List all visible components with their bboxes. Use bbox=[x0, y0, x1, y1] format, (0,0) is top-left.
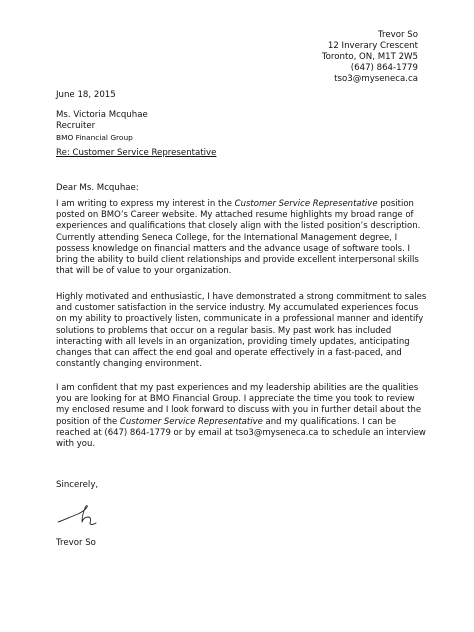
recipient-title: Recruiter bbox=[56, 121, 96, 131]
signature-name: Trevor So bbox=[56, 538, 96, 548]
salutation: Dear Ms. Mcquhae: bbox=[56, 183, 139, 193]
p3-text-c: and my qualifications. I can be reached at (647) 864-1779 or by email at tso3@myseneca.ca to schedule an interview with you. bbox=[56, 416, 426, 450]
letter-date: June 18, 2015 bbox=[56, 90, 116, 100]
p3-text-a: I am confident that my past experiences and my leadership abilities are the qualities you are looking for at BMO Financial Group. I appreciate the time you took to review my enclosed resume and I look forward to discuss with you in further detail about the position of the bbox=[56, 383, 422, 427]
sender-email: tso3@myseneca.ca bbox=[334, 74, 418, 84]
sender-street: 12 Inverary Crescent bbox=[327, 41, 418, 51]
subject-line: Re: Customer Service Representative bbox=[56, 148, 217, 158]
p2-text: Highly motivated and enthusiastic, I have demonstrated a strong commitment to sales and customer satisfaction in the service industry. My accumulated experiences focus on my ability to proactively listen, communicate in a professional manner and identify solutions to problems that occur on a regular basis. My past work has included interacting with all levels in an organization, providing timely updates, anticipating changes that can affect the end goal and operate effectively in a fast-paced, and constantly changing environment. bbox=[56, 292, 427, 370]
p1-text-c: position posted on BMO’s Career website. My attached resume highlights my broad range of experiences and qualifications that closely align with the listed position’s description. Currently attending Seneca College, for the International Management degree, I possess knowledge on financial matters and the advance usage of software tools. I bring the ability to build client relationships and provide excellent interpersonal skills that will be of value to your organization. bbox=[56, 199, 421, 277]
sender-phone: (647) 864-1779 bbox=[350, 63, 418, 73]
body-paragraph-3 bbox=[56, 383, 428, 450]
recipient-company: BMO Financial Group bbox=[56, 133, 133, 142]
sender-city: Toronto, ON, M1T 2W5 bbox=[321, 52, 418, 62]
p1-position-title: Customer Service Representative bbox=[234, 199, 378, 209]
closing: Sincerely, bbox=[56, 480, 99, 490]
body-paragraph-1 bbox=[56, 199, 428, 277]
p1-text-a: I am writing to express my interest in the bbox=[56, 199, 235, 209]
p3-position-title: Customer Service Representative bbox=[119, 416, 263, 427]
sender-name: Trevor So bbox=[378, 30, 418, 40]
handwritten-signature bbox=[56, 500, 100, 530]
recipient-name: Ms. Victoria Mcquhae bbox=[56, 110, 148, 120]
body-paragraph-2 bbox=[56, 292, 428, 370]
